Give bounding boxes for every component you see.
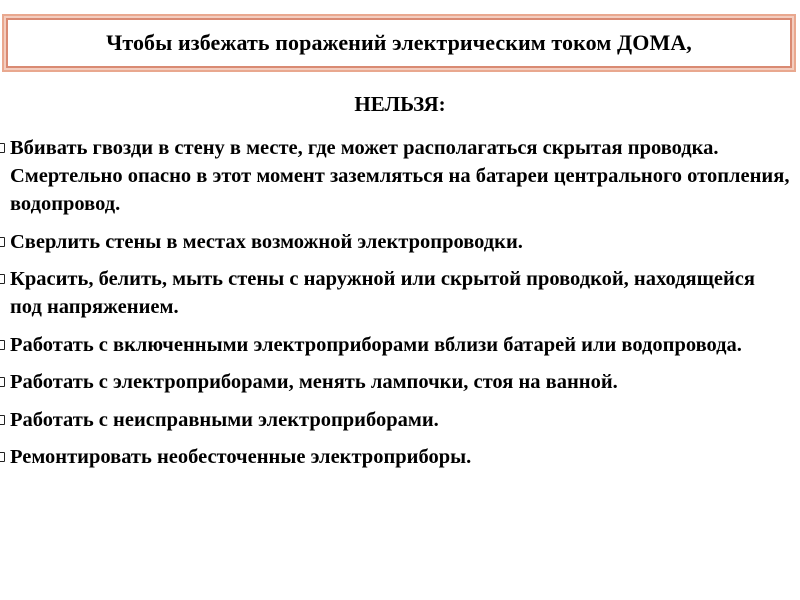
- page-title: Чтобы избежать поражений электрическим током ДОМА,: [106, 30, 692, 55]
- list-item-text: Работать с включенными электроприборами вблизи батарей или водопровода.: [10, 333, 742, 356]
- list-item: [0, 228, 790, 256]
- list-item: [0, 368, 790, 396]
- list-item-text: Красить, белить, мыть стены с наружной или скрытой проводкой, находящейся под напряжением.: [10, 268, 755, 318]
- list-item: [0, 331, 790, 359]
- title-box: [6, 18, 792, 68]
- checkbox-bullet-icon: [0, 340, 5, 350]
- checkbox-bullet-icon: [0, 415, 5, 425]
- prohibited-actions-list: [0, 134, 790, 481]
- list-item: [0, 265, 790, 321]
- checkbox-bullet-icon: [0, 237, 5, 247]
- checkbox-bullet-icon: [0, 274, 5, 284]
- checkbox-bullet-icon: [0, 377, 5, 387]
- list-item: [0, 406, 790, 434]
- subheading: НЕЛЬЗЯ:: [354, 92, 446, 116]
- list-item-text: Работать с электроприборами, менять лампочки, стоя на ванной.: [10, 371, 618, 393]
- list-item-text: Вбивать гвозди в стену в месте, где может располагаться скрытая проводка. Смертельно опасно в этот момент заземляться на батареи центрального отопления, водопровод.: [10, 137, 790, 215]
- checkbox-bullet-icon: [0, 452, 5, 462]
- list-item: [0, 443, 790, 471]
- list-item-text: Сверлить стены в местах возможной электропроводки.: [10, 230, 523, 253]
- checkbox-bullet-icon: [0, 143, 5, 153]
- list-item-text: Ремонтировать необесточенные электроприборы.: [10, 446, 472, 468]
- list-item: [0, 134, 790, 218]
- list-item-text: Работать с неисправными электроприборами.: [10, 408, 439, 431]
